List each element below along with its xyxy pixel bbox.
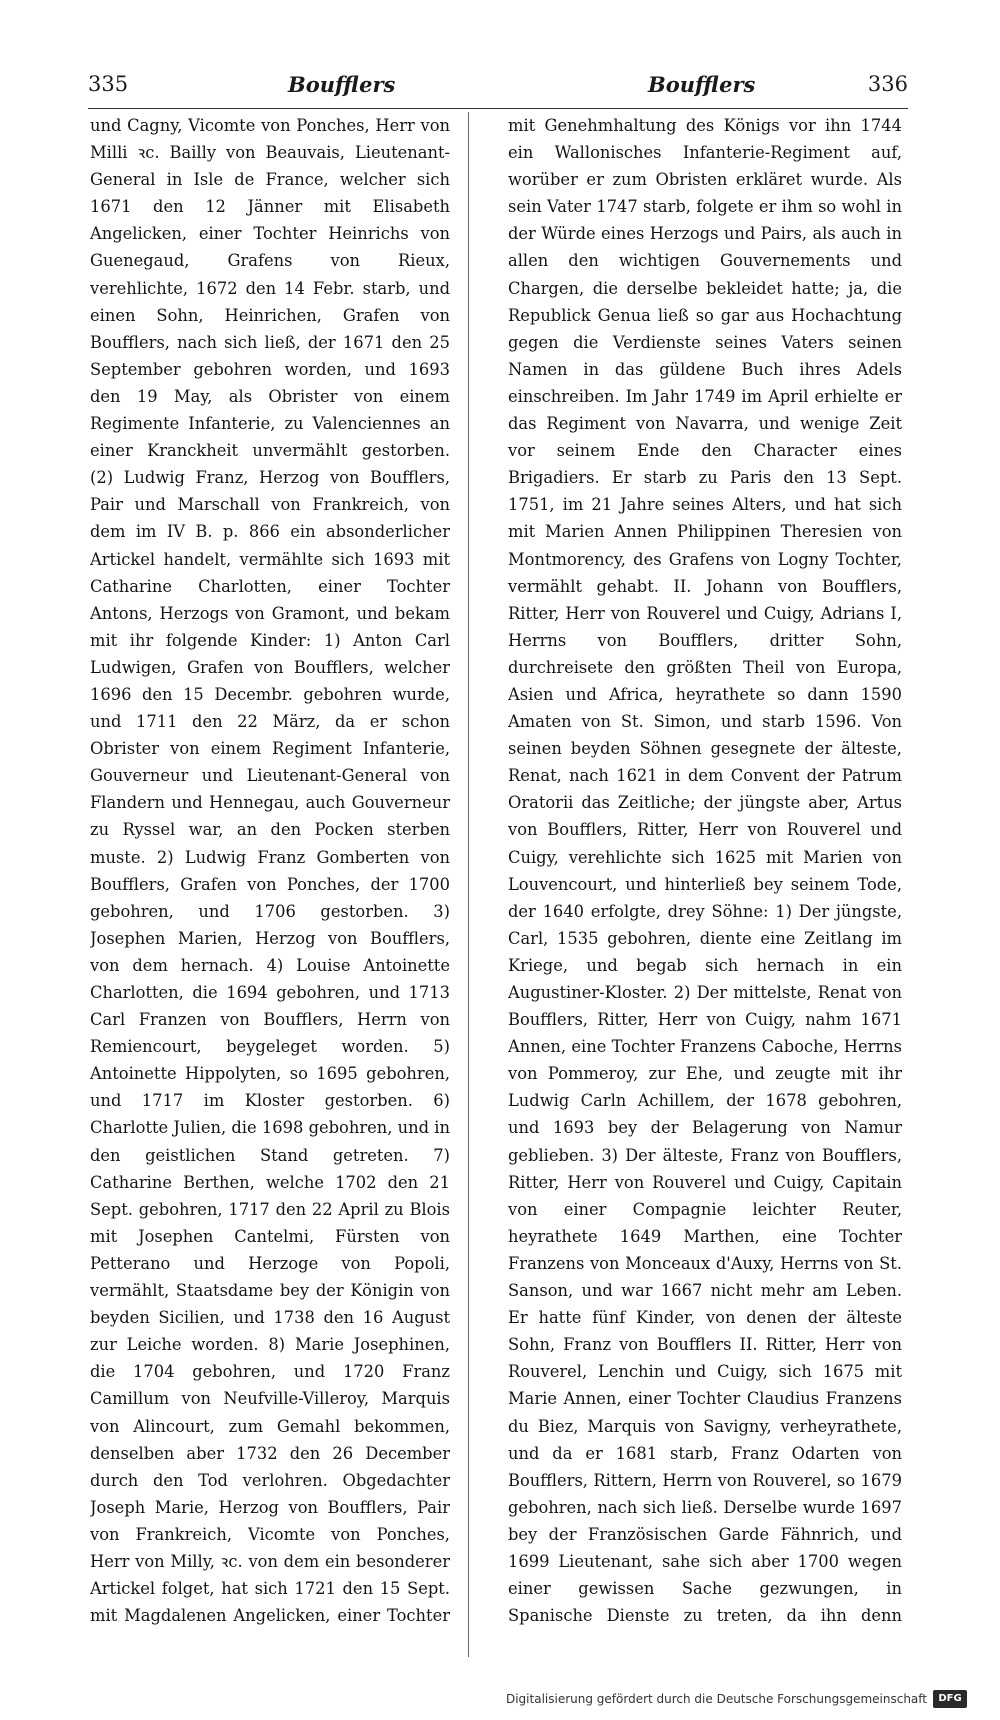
running-head-right: Boufflers	[648, 72, 756, 97]
right-column	[508, 112, 902, 1632]
header-rule	[88, 108, 908, 109]
dfg-logo: DFG	[933, 1690, 967, 1708]
column-divider	[468, 112, 469, 1657]
page-number-right: 336	[867, 72, 908, 96]
left-column-text: und Cagny, Vicomte von Ponches, Herr von Milli ꝛc. Bailly von Beauvais, Lieutenant-General in Isle de France, welcher sich 1671 den 12 Jänner mit Elisabeth Angelicken, einer Tochter Heinrichs von Guenegaud, Grafens von Rieux, verehlichte, 1672 den 14 Febr. starb, und einen Sohn, Heinrichen, Grafen von Boufflers, nach sich ließ, der 1671 den 25 September gebohren worden, und 1693 den 19 May, als Obrister von einem Regimente Infanterie, zu Valenciennes an einer Kranckheit unvermählt gestorben. (2) Ludwig Franz, Herzog von Boufflers, Pair und Marschall von Frankreich, von dem im IV B. p. 866 ein absonderlicher Artickel handelt, vermählte sich 1693 mit Catharine Charlotten, einer Tochter Antons, Herzogs von Gramont, und bekam mit ihr folgende Kinder: 1) Anton Carl Ludwigen, Grafen von Boufflers, welcher 1696 den 15 Decembr. gebohren wurde, und 1711 den 22 März, da er schon Obrister von einem Regiment Infanterie, Gouverneur und Lieutenant-General von Flandern und Hennegau, auch Gouverneur zu Ryssel war, an den Pocken sterben muste. 2) Ludwig Franz Gomberten von Boufflers, Grafen von Ponches, der 1700 gebohren, und 1706 gestorben. 3) Josephen Marien, Herzog von Boufflers, von dem hernach. 4) Louise Antoinette Charlotten, die 1694 gebohren, und 1713 Carl Franzen von Boufflers, Herrn von Remiencourt, beygeleget worden. 5) Antoinette Hippolyten, so 1695 gebohren, und 1717 im Kloster gestorben. 6) Charlotte Julien, die 1698 gebohren, und in den geistlichen Stand getreten. 7) Catharine Berthen, welche 1702 den 21 Sept. gebohren, 1717 den 22 April zu Blois mit Josephen Cantelmi, Fürsten von Petterano und Herzoge von Popoli, vermählt, Staatsdame bey der Königin von beyden Sicilien, und 1738 den 16 August zur Leiche worden. 8) Marie Josephinen, die 1704 gebohren, und 1720 Franz Camillum von Neufville-Villeroy, Marquis von Alincourt, zum Gemahl bekommen, denselben aber 1732 den 26 December durch den Tod verlohren. Obgedachter Joseph Marie, Herzog von Boufflers, Pair von Frankreich, Vicomte von Ponches, Herr von Milly, ꝛc. von dem ein besonderer Artickel folget, hat sich 1721 den 15 Sept. mit Magdalenen Angelicken, einer Tochter	[90, 116, 450, 1626]
page-number-left: 335	[88, 72, 129, 96]
digitization-credit: Digitalisierung gefördert durch die Deutsche Forschungsgemeinschaft	[505, 1692, 927, 1706]
page-header	[88, 72, 908, 108]
left-column	[90, 112, 450, 1632]
digitization-footer	[505, 1689, 967, 1711]
right-column-text: mit Genehmhaltung des Königs vor ihn 1744 ein Wallonisches Infanterie-Regiment auf, worüber er zum Obristen erkläret wurde. Als sein Vater 1747 starb, folgete er ihm so wohl in der Würde eines Herzogs und Pairs, als auch in allen den wichtigen Gouvernements und Chargen, die derselbe bekleidet hatte; ja, die Republick Genua ließ so gar aus Hochachtung gegen die Verdienste seines Vaters seinen Namen in das güldene Buch ihres Adels einschreiben. Im Jahr 1749 im April erhielte er das Regiment von Navarra, und wenige Zeit vor seinem Ende den Character eines Brigadiers. Er starb zu Paris den 13 Sept. 1751, im 21 Jahre seines Alters, und hat sich mit Marien Annen Philippinen Theresien von Montmorency, des Grafens von Logny Tochter, vermählt gehabt. II. Johann von Boufflers, Ritter, Herr von Rouverel und Cuigy, Adrians I, Herrns von Boufflers, dritter Sohn, durchreisete den größten Theil von Europa, Asien und Africa, heyrathete so dann 1590 Amaten von St. Simon, und starb 1596. Von seinen beyden Söhnen gesegnete der älteste, Renat, nach 1621 in dem Convent der Patrum Oratorii das Zeitliche; der jüngste aber, Artus von Boufflers, Ritter, Herr von Rouverel und Cuigy, verehlichte sich 1625 mit Marien von Louvencourt, und hinterließ bey seinem Tode, der 1640 erfolgte, drey Söhne: 1) Der jüngste, Carl, 1535 gebohren, diente eine Zeitlang im Kriege, und begab sich hernach in ein Augustiner-Kloster. 2) Der mittelste, Renat von Boufflers, Ritter, Herr von Cuigy, nahm 1671 Annen, eine Tochter Franzens Caboche, Herrns von Pommeroy, zur Ehe, und zeugte mit ihr Ludwig Carln Achillem, der 1678 gebohren, und 1693 bey der Belagerung von Namur geblieben. 3) Der älteste, Franz von Boufflers, Ritter, Herr von Rouverel und Cuigy, Capitain von einer Compagnie leichter Reuter, heyrathete 1649 Marthen, eine Tochter Franzens von Monceaux d'Auxy, Herrns von St. Sanson, und war 1667 nicht mehr am Leben. Er hatte fünf Kinder, von denen der älteste Sohn, Franz von Boufflers II. Ritter, Herr von Rouverel, Lenchin und Cuigy, sich 1675 mit Marie Annen, einer Tochter Claudius Franzens du Biez, Marquis von Savigny, verheyrathete, und da er 1681 starb, Franz Odarten von Boufflers, Rittern, Herrn von Rouverel, so 1679 gebohren, nach sich ließ. Derselbe wurde 1697 bey der Französischen Garde Fähnrich, und 1699 Lieutenant, sahe sich aber 1700 wegen einer gewissen Sache gezwungen, in Spanische Dienste zu treten, da ihn denn	[508, 116, 902, 1626]
running-head-left: Boufflers	[288, 72, 396, 97]
